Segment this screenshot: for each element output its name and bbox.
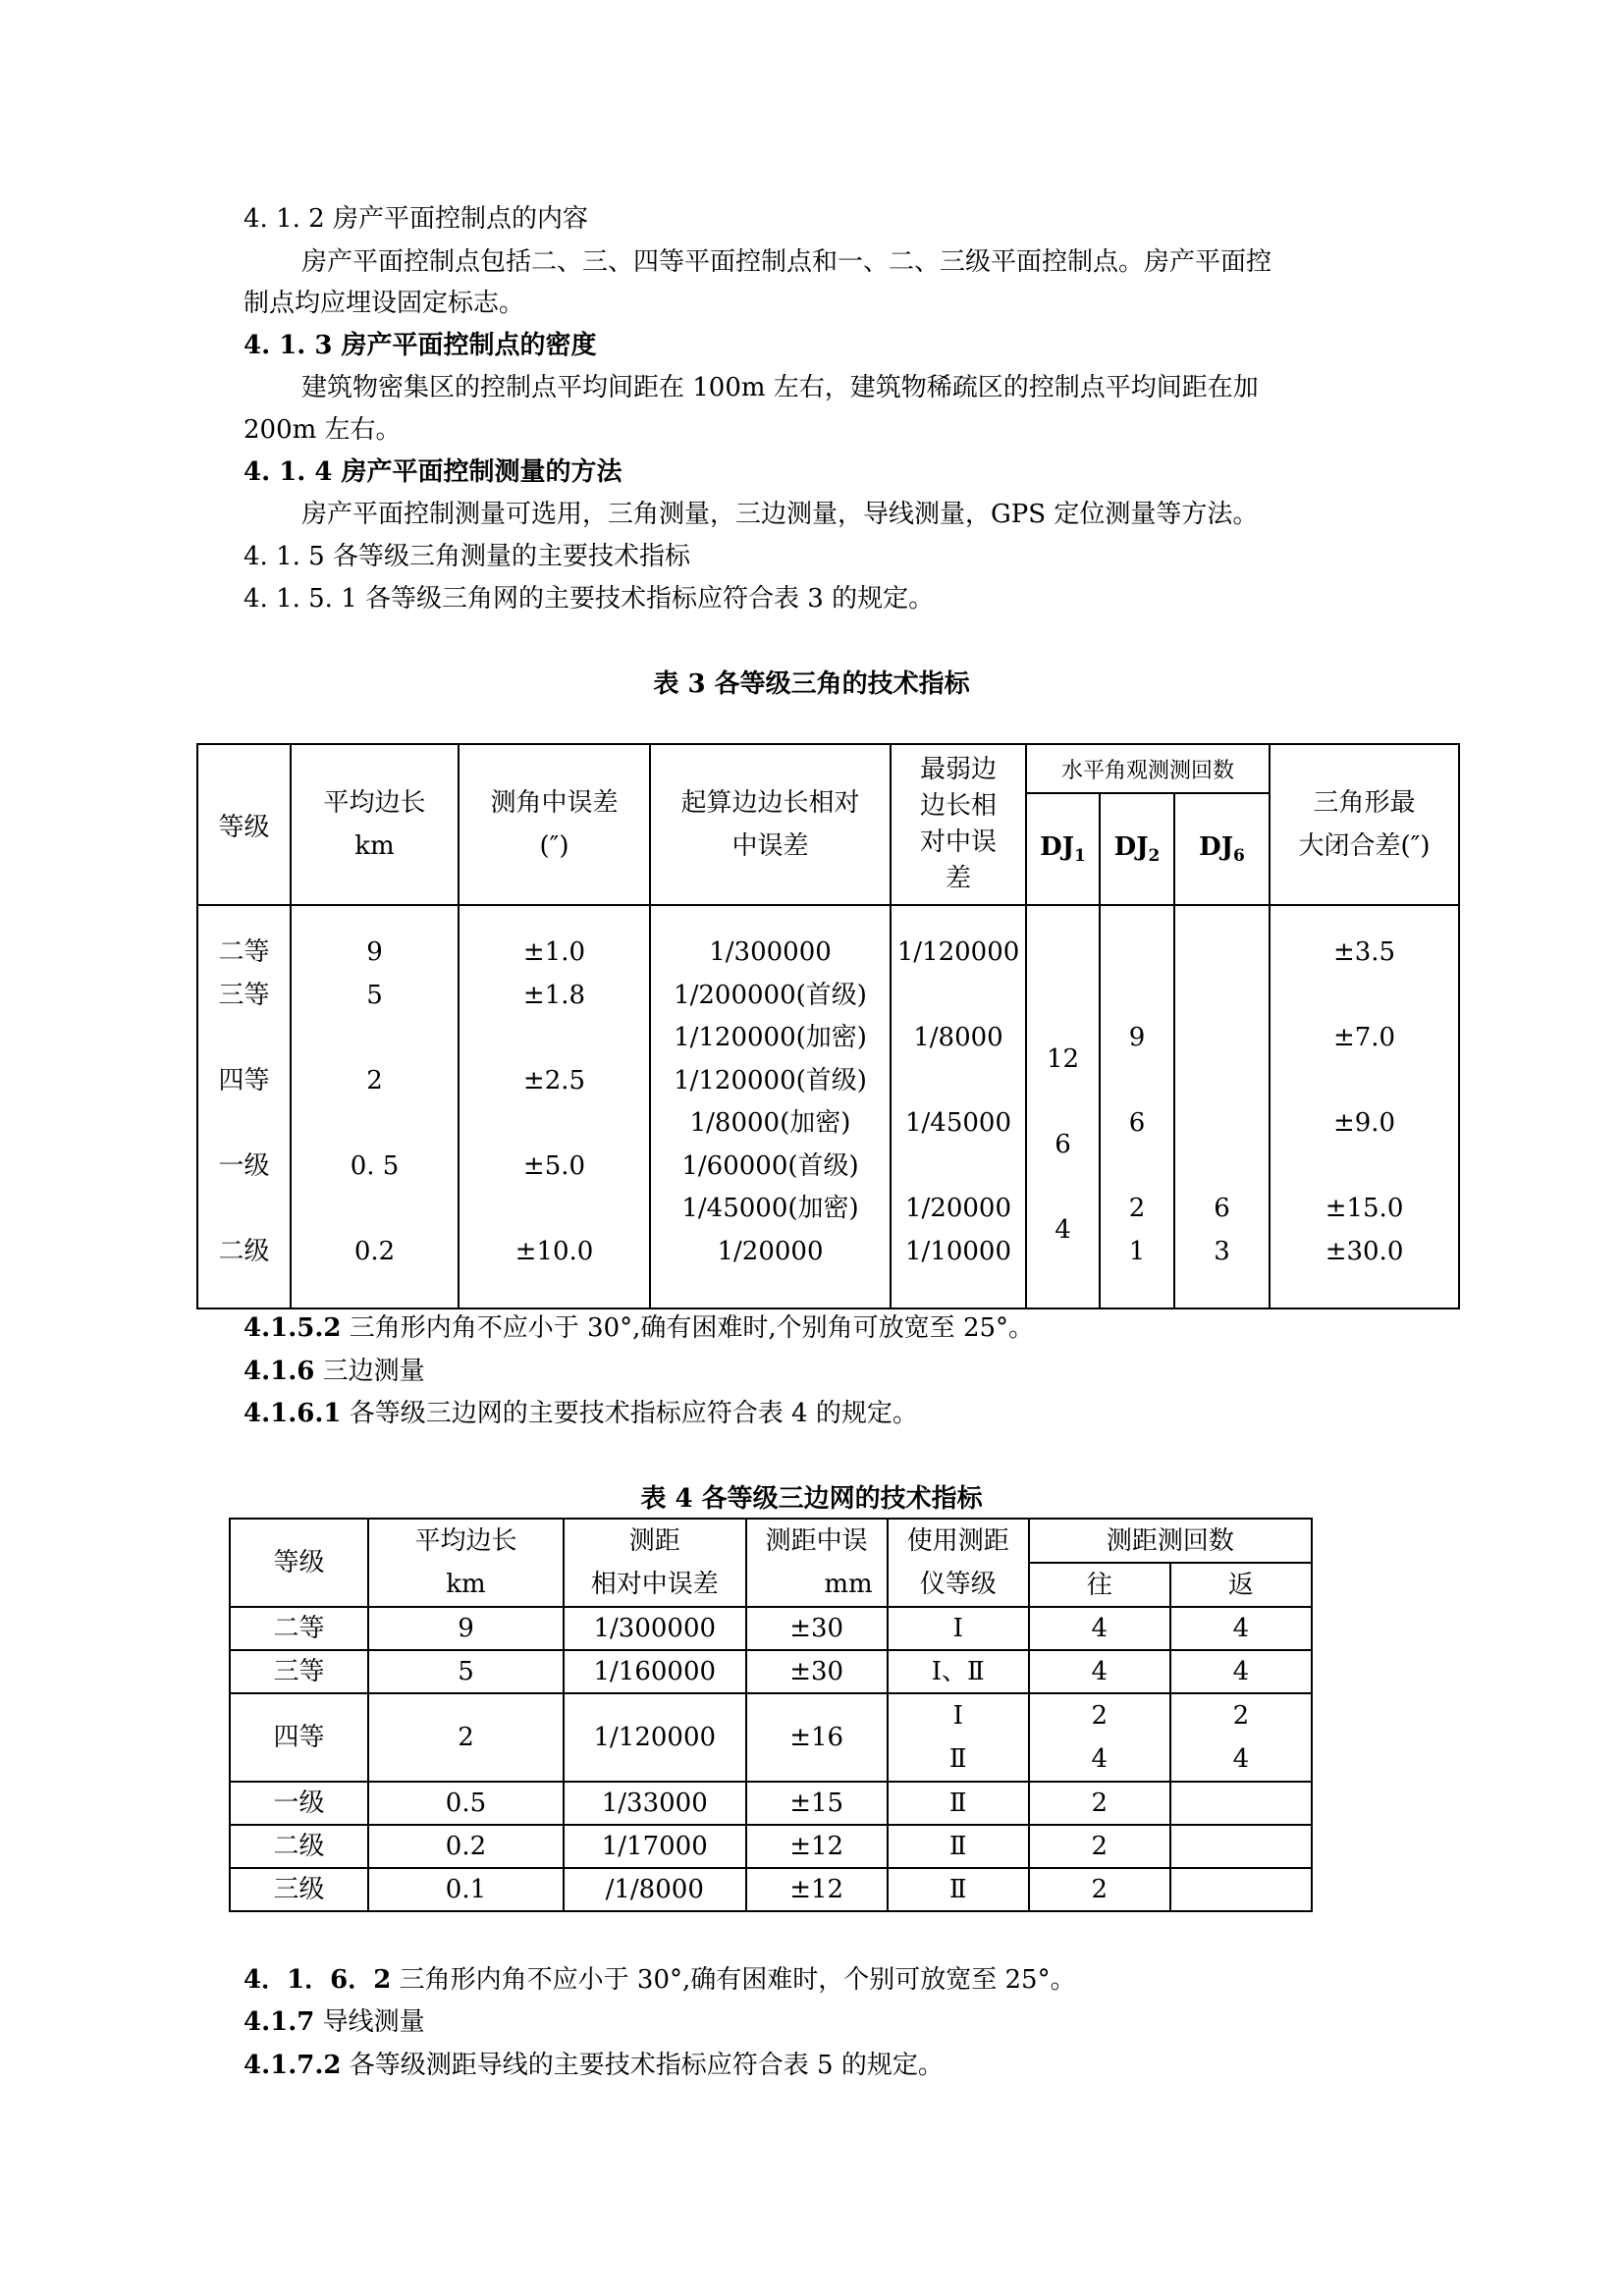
t4-header-back: 返 [1170,1563,1312,1607]
t3-cell [460,1188,649,1231]
dj-label: DJ [1199,831,1234,862]
section-heading-4-1-3: 4. 1. 3 房产平面控制点的密度 [243,331,597,360]
t4-header-instrument [888,1519,1029,1607]
t3-col-avg-side [291,905,459,1308]
t3-col-start-side [650,905,891,1308]
paragraph-line: 制点均应埋设固定标志。 [243,289,525,318]
header-line: 三角形最 [1313,788,1416,818]
t3-cell [198,1017,290,1060]
table4-caption: 表 4 各等级三边网的技术指标 [640,1484,983,1514]
t3-col-angle-err [459,905,650,1308]
t3-cell: 9 [366,937,383,967]
t4-header-rounds: 测距测回数 [1029,1519,1312,1563]
t4-cell [888,1693,1029,1782]
header-line: 中误差 [731,831,809,861]
t4-cell: Ⅰ、Ⅱ [888,1650,1029,1693]
t4-cell: 1/33000 [564,1782,746,1825]
header-line: 平均边长 [414,1526,517,1556]
t4-cell [1029,1693,1170,1782]
clause-text: 各等级三边网的主要技术指标应符合表 4 的规定。 [341,1399,918,1428]
t4-cell: 二级 [230,1825,368,1868]
t3-header-closure [1270,744,1459,905]
t3-cell: 二级 [218,1236,270,1266]
t4-cell: 1/17000 [564,1825,746,1868]
t4-header-rel-err [564,1519,746,1607]
paragraph-line: 房产平面控制点包括二、三、四等平面控制点和一、二、三级平面控制点。房产平面控 [301,247,1272,277]
t3-cell [460,1017,649,1060]
t4-cell: 三级 [230,1868,368,1911]
section-heading-4-1-5: 4. 1. 5 各等级三角测量的主要技术指标 [243,542,690,571]
t3-cell: 3 [1214,1236,1230,1266]
paragraph-4-1-5-2 [243,1309,1034,1347]
t3-cell [1175,1060,1269,1103]
table4 [229,1518,1313,1912]
t4-cell: ±16 [746,1693,888,1782]
t3-col-grade [197,905,291,1308]
t3-cell: ±5.0 [522,1150,586,1181]
t3-col-dj2 [1100,905,1174,1308]
table-row [230,1650,1312,1693]
t3-cell: 4 [1055,1215,1071,1245]
t3-cell: 1/300000 [709,937,832,967]
t4-cell: 0.5 [368,1782,564,1825]
t3-cell: 一级 [218,1150,270,1181]
t4-cell: ±30 [746,1650,888,1693]
paragraph-line: 4. 1. 5. 1 各等级三角网的主要技术指标应符合表 3 的规定。 [243,584,935,614]
header-line: 大闭合差(″) [1298,831,1431,861]
t3-cell [1027,996,1099,1040]
t4-cell-line: 4 [1232,1744,1250,1774]
t4-cell: 一级 [230,1782,368,1825]
paragraph-4-1-7-2 [243,2047,944,2084]
t4-header-avg-side [368,1519,564,1607]
t4-cell: Ⅱ [888,1782,1029,1825]
t4-cell: 1/160000 [564,1650,746,1693]
t3-cell [1027,1167,1099,1210]
t4-header-mm-err [746,1519,888,1607]
t3-cell: 1 [1128,1236,1146,1266]
table-row [230,1868,1312,1911]
t4-header-go: 往 [1029,1563,1170,1607]
table-row [230,1825,1312,1868]
dj-subscript: 6 [1233,846,1245,867]
header-line: 使用测距 [906,1526,1009,1556]
header-line: (″) [539,831,569,861]
t4-cell: ±12 [746,1825,888,1868]
t3-col-dj1 [1026,905,1100,1308]
clause-text: 三边测量 [314,1357,425,1386]
t3-cell: 2 [366,1065,383,1095]
clause-text: 各等级测距导线的主要技术指标应符合表 5 的规定。 [341,2051,944,2080]
t3-cell [892,1146,1025,1189]
t4-cell [1170,1782,1312,1825]
t3-cell [292,1017,458,1060]
t4-cell: 0.2 [368,1825,564,1868]
t4-header-grade: 等级 [230,1519,368,1607]
t4-cell [1170,1825,1312,1868]
t3-cell: 9 [1128,1023,1146,1052]
t4-cell: Ⅰ [888,1607,1029,1650]
clause-text: 导线测量 [314,2007,425,2037]
clause-number: 4.1.7.2 [243,2051,342,2080]
clause-number: 4．1．6．2 [243,1965,392,1995]
t4-cell: 1/120000 [564,1693,746,1782]
t3-cell [1101,1060,1173,1103]
t3-header-obs-rounds: 水平角观测测回数 [1026,744,1270,793]
t3-cell [1101,975,1173,1018]
t4-cell: 4 [1029,1650,1170,1693]
t3-col-closure [1270,905,1459,1308]
clause-text: 三角形内角不应小于 30°,确有困难时,个别角可放宽至 25°。 [341,1313,1035,1343]
t3-header-dj2 [1100,793,1174,905]
t3-cell: ±9.0 [1332,1108,1396,1138]
t3-cell: 1/8000(加密) [689,1108,851,1138]
header-line: 最弱边 [919,755,997,784]
t3-col-dj6 [1174,905,1270,1308]
t3-cell: ±2.5 [522,1065,586,1095]
header-line: mm [824,1570,873,1599]
t3-cell: 12 [1046,1044,1080,1074]
t4-cell-line: 4 [1091,1744,1109,1774]
clause-number: 4.1.6 [243,1357,315,1386]
t3-header-dj1 [1026,793,1100,905]
t3-cell: 0. 5 [350,1150,400,1181]
t4-cell: 9 [368,1607,564,1650]
clause-number: 4.1.6.1 [243,1399,342,1428]
paragraph-line: 200m 左右。 [243,415,402,445]
t4-cell-line: Ⅰ [952,1701,963,1731]
paragraph-4-1-6 [243,1353,425,1390]
paragraph-4-1-7 [243,2003,425,2041]
t3-cell [292,1102,458,1146]
header-line: 测距中误 [765,1526,868,1556]
t4-cell: 1/300000 [564,1607,746,1650]
table3 [196,743,1460,1309]
t4-cell: 2 [368,1693,564,1782]
dj-subscript: 2 [1148,846,1161,867]
t4-cell: Ⅱ [888,1825,1029,1868]
t4-cell-line: Ⅱ [948,1744,967,1774]
t3-cell [198,1102,290,1146]
t3-cell: 三等 [218,980,270,1010]
t4-cell: /1/8000 [564,1868,746,1911]
t3-cell [892,1060,1025,1103]
header-line: 测距 [628,1526,680,1556]
header-line: 边长相 [919,791,997,821]
t4-cell: ±30 [746,1607,888,1650]
t3-cell [1271,1146,1458,1189]
t3-cell: 1/20000 [717,1236,824,1266]
section-heading-4-1-2: 4. 1. 2 房产平面控制点的内容 [243,204,588,234]
t3-cell: 1/120000 [896,937,1020,967]
t3-cell [292,1188,458,1231]
t4-body [230,1607,1312,1911]
t4-cell: 5 [368,1650,564,1693]
header-line: 相对中误差 [590,1570,719,1599]
t3-cell: ±1.8 [522,980,586,1010]
t4-cell: 2 [1029,1782,1170,1825]
t3-cell [1101,1146,1173,1189]
dj-label: DJ [1113,831,1149,862]
t3-header-avg-side [291,744,459,905]
t3-cell [1027,1082,1099,1125]
t3-cell [1271,975,1458,1018]
t3-cell: 1/120000(加密) [674,1023,867,1052]
t3-header-weak-side [891,744,1026,905]
t3-cell: 6 [1214,1194,1230,1223]
t3-cell: 四等 [218,1065,270,1095]
t3-cell: 1/45000(加密) [681,1194,859,1223]
paragraph-line: 房产平面控制测量可选用，三角测量，三边测量，导线测量，GPS 定位测量等方法。 [301,500,1259,529]
t4-cell: Ⅱ [888,1868,1029,1911]
t3-cell: 1/20000 [904,1194,1011,1223]
t3-cell: 1/60000(首级) [681,1150,859,1181]
t3-cell: 1/8000 [913,1023,1003,1052]
t3-cell [1175,1146,1269,1189]
t3-cell: 6 [1055,1130,1071,1159]
t3-col-weak-side [891,905,1026,1308]
t3-cell: 1/10000 [904,1236,1011,1266]
t3-cell [1027,953,1099,996]
t3-cell [1027,1253,1099,1296]
t3-cell: 1/200000(首级) [674,980,867,1010]
table-row [230,1607,1312,1650]
t3-cell: ±15.0 [1325,1194,1404,1223]
header-line: 平均边长 [323,788,426,818]
t4-cell [1170,1693,1312,1782]
t3-cell: 6 [1128,1108,1146,1138]
t3-header-grade: 等级 [197,744,291,905]
header-line: 测角中误差 [490,788,619,818]
clause-number: 4.1.7 [243,2007,315,2037]
t3-cell: 1/45000 [904,1108,1011,1138]
t4-cell-line: 2 [1232,1701,1250,1731]
header-line: 仪等级 [919,1570,997,1599]
t3-cell [460,1102,649,1146]
t4-cell: 2 [1029,1825,1170,1868]
t4-cell-line: 2 [1091,1701,1109,1731]
t3-cell: ±7.0 [1332,1023,1396,1052]
t3-cell: 1/120000(首级) [674,1065,867,1095]
paragraph-4-1-6-2 [243,1961,1076,1999]
t4-cell: 2 [1029,1868,1170,1911]
t3-cell: ±3.5 [1332,937,1396,967]
t3-cell: ±30.0 [1325,1236,1404,1266]
t3-header-start-side [650,744,891,905]
header-line: 起算边边长相对 [680,788,860,818]
t3-cell: ±1.0 [522,937,586,967]
t4-cell: 三等 [230,1650,368,1693]
t3-cell [892,975,1025,1018]
section-heading-4-1-4: 4. 1. 4 房产平面控制测量的方法 [243,457,622,487]
t4-cell: ±12 [746,1868,888,1911]
t3-cell: ±10.0 [514,1236,594,1266]
t3-cell [198,1188,290,1231]
t3-cell: 二等 [218,937,270,967]
header-line: km [446,1570,486,1599]
t4-cell [1170,1868,1312,1911]
clause-text: 三角形内角不应小于 30°,确有困难时，个别可放宽至 25°。 [391,1965,1076,1995]
dj-subscript: 1 [1074,846,1086,867]
t3-cell [1175,1102,1269,1146]
dj-label: DJ [1040,831,1074,862]
header-line: 对中误 [919,828,997,857]
t3-cell: 2 [1128,1194,1146,1223]
table-row [230,1782,1312,1825]
t3-cell [1101,932,1173,975]
paragraph-line: 建筑物密集区的控制点平均间距在 100m 左右，建筑物稀疏区的控制点平均间距在加 [301,373,1259,402]
t3-header-angle-err [459,744,650,905]
t3-cell [1175,975,1269,1018]
t4-cell: 4 [1170,1650,1312,1693]
t4-cell: 四等 [230,1693,368,1782]
table-row [230,1693,1312,1782]
header-line: km [354,831,395,861]
clause-number: 4.1.5.2 [243,1313,342,1343]
t3-header-dj6 [1174,793,1270,905]
t3-cell [1271,1060,1458,1103]
paragraph-4-1-6-1 [243,1395,918,1432]
t4-cell: ±15 [746,1782,888,1825]
header-line: 差 [945,864,971,893]
t4-cell: 4 [1029,1607,1170,1650]
t3-cell [1175,1017,1269,1060]
t4-cell: 0.1 [368,1868,564,1911]
t4-cell: 4 [1170,1607,1312,1650]
table3-caption: 表 3 各等级三角的技术指标 [653,669,970,699]
t3-cell [1175,932,1269,975]
t3-cell: 0.2 [353,1236,396,1266]
t3-cell: 5 [366,980,383,1010]
t4-cell: 二等 [230,1607,368,1650]
